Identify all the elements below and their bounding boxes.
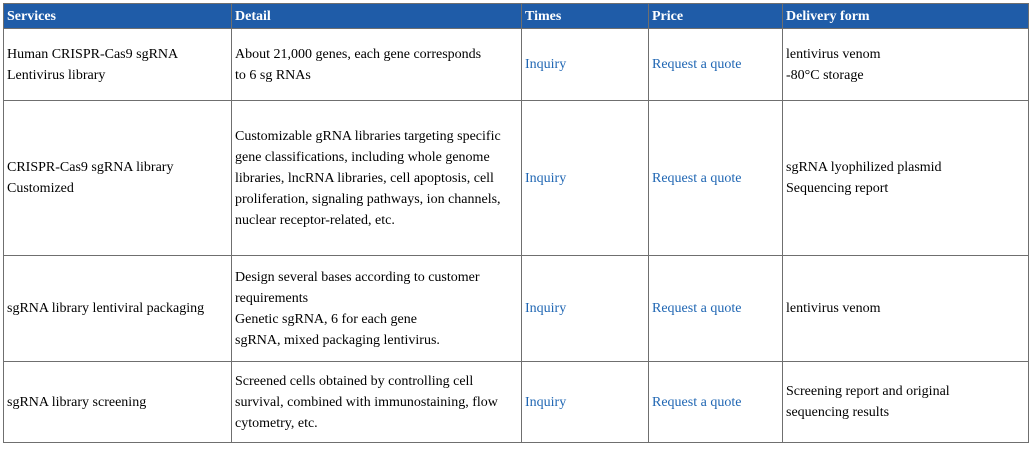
- table-row: [4, 101, 1029, 256]
- detail-line: proliferation, signaling pathways, ion channels,: [235, 191, 501, 207]
- request-quote-link[interactable]: Request a quote: [649, 362, 783, 443]
- detail-line: requirements: [235, 290, 309, 306]
- service-line: Lentivirus library: [7, 67, 106, 83]
- detail-line: Customizable gRNA libraries targeting specific: [235, 128, 501, 144]
- delivery-cell: [783, 101, 1029, 256]
- detail-cell: [232, 362, 522, 443]
- detail-cell: [232, 101, 522, 256]
- service-line: sgRNA library screening: [7, 394, 147, 410]
- service-line: CRISPR-Cas9 sgRNA library: [7, 160, 174, 175]
- detail-line: gene classifications, including whole genome: [235, 149, 490, 165]
- table-row: [4, 362, 1029, 443]
- service-line: Customized: [7, 181, 74, 196]
- request-quote-link[interactable]: Request a quote: [649, 256, 783, 362]
- detail-line: libraries, lncRNA libraries, cell apoptosis, cell: [235, 170, 494, 186]
- inquiry-link[interactable]: Inquiry: [522, 362, 649, 443]
- inquiry-link[interactable]: Inquiry: [522, 101, 649, 256]
- services-table: [3, 3, 1029, 443]
- header-times: Times: [522, 4, 649, 29]
- detail-line: About 21,000 genes, each gene corresponds: [235, 46, 482, 62]
- detail-line: survival, combined with immunostaining, flow: [235, 394, 498, 410]
- detail-line: Screened cells obtained by controlling cell: [235, 373, 474, 389]
- service-line: sgRNA library lentiviral packaging: [7, 301, 205, 316]
- delivery-cell: [783, 362, 1029, 443]
- detail-line: to 6 sg RNAs: [235, 67, 311, 83]
- request-quote-link[interactable]: Request a quote: [649, 101, 783, 256]
- detail-line: sgRNA, mixed packaging lentivirus.: [235, 332, 440, 348]
- delivery-line: sgRNA lyophilized plasmid: [786, 160, 942, 175]
- detail-line: Design several bases according to customer: [235, 269, 480, 285]
- service-cell: [4, 256, 232, 362]
- header-detail: Detail: [232, 4, 522, 29]
- header-price: Price: [649, 4, 783, 29]
- detail-cell: [232, 29, 522, 101]
- request-quote-link[interactable]: Request a quote: [649, 29, 783, 101]
- detail-cell: [232, 256, 522, 362]
- table-row: [4, 256, 1029, 362]
- delivery-line: Sequencing report: [786, 181, 889, 196]
- header-services: Services: [4, 4, 232, 29]
- delivery-line: Screening report and original: [786, 384, 950, 399]
- detail-line: nuclear receptor-related, etc.: [235, 212, 395, 228]
- service-cell: [4, 29, 232, 101]
- service-cell: [4, 101, 232, 256]
- service-line: Human CRISPR-Cas9 sgRNA: [7, 46, 179, 62]
- delivery-line: lentivirus venom: [786, 301, 881, 316]
- delivery-line: sequencing results: [786, 405, 890, 420]
- detail-line: cytometry, etc.: [235, 415, 318, 431]
- delivery-line: lentivirus venom: [786, 46, 881, 62]
- inquiry-link[interactable]: Inquiry: [522, 256, 649, 362]
- detail-line: Genetic sgRNA, 6 for each gene: [235, 311, 417, 327]
- delivery-line: -80°C storage: [786, 67, 864, 83]
- inquiry-link[interactable]: Inquiry: [522, 29, 649, 101]
- table-row: [4, 29, 1029, 101]
- delivery-cell: [783, 29, 1029, 101]
- service-cell: [4, 362, 232, 443]
- header-row: [4, 4, 1029, 29]
- delivery-cell: [783, 256, 1029, 362]
- header-delivery-form: Delivery form: [783, 4, 1029, 29]
